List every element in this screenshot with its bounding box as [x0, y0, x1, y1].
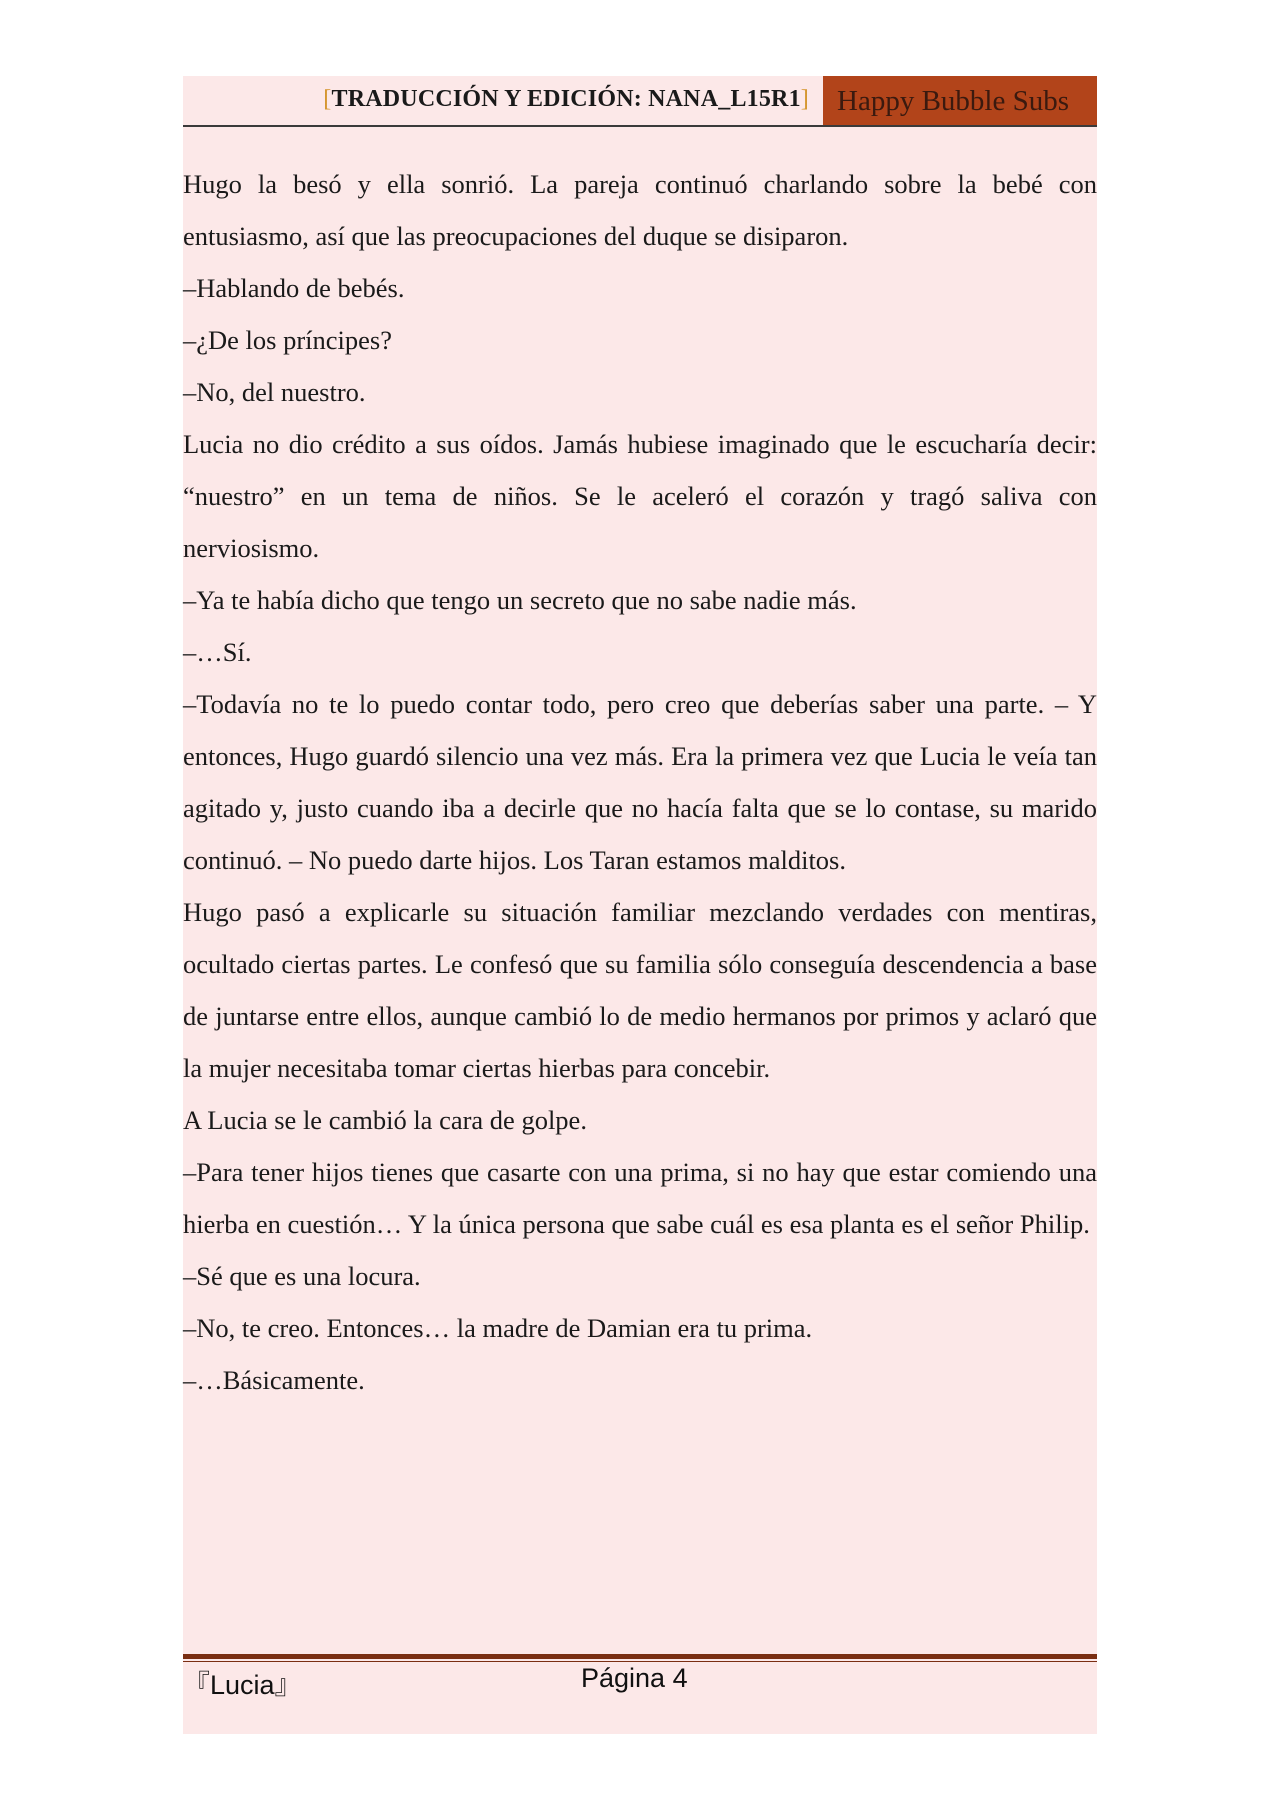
body-text	[183, 158, 1097, 1406]
footer-page-number: Página 4	[581, 1663, 688, 1693]
header-title-text: TRADUCCIÓN Y EDICIÓN: NANA_L15R1	[331, 86, 801, 112]
paragraph: –No, del nuestro.	[183, 377, 366, 407]
paragraph: –…Sí.	[183, 637, 252, 667]
paragraph: –No, te creo. Entonces… la madre de Damian era tu prima.	[183, 1313, 813, 1343]
header-title	[323, 86, 809, 113]
paragraph: Hugo la besó y ella sonrió. La pareja continuó charlando sobre la bebé con entusiasmo, así que las preocupaciones del duque se disiparon.	[183, 169, 1097, 251]
paragraph: –Sé que es una locura.	[183, 1261, 421, 1291]
paragraph: –Todavía no te lo puedo contar todo, pero creo que deberías saber una parte. – Y entonces, Hugo guardó silencio una vez más. Era la primera vez que Lucia le veía tan agitado y, justo cuando iba a decirle que no hacía falta que se lo contase, su marido continuó. – No puedo darte hijos. Los Taran estamos malditos.	[183, 689, 1097, 875]
document-page	[183, 76, 1097, 1734]
header-bracket-close: ]	[800, 86, 809, 112]
paragraph: A Lucia se le cambió la cara de golpe.	[183, 1105, 587, 1135]
footer-rule-thick	[183, 1654, 1097, 1659]
footer-book-title: 『Lucia』	[183, 1670, 302, 1700]
header-brand: Happy Bubble Subs	[837, 85, 1069, 117]
paragraph: Lucia no dio crédito a sus oídos. Jamás hubiese imaginado que le escucharía decir: “nuestro” en un tema de niños. Se le aceleró el corazón y tragó saliva con nerviosismo.	[183, 429, 1097, 563]
footer-rule-thin	[183, 1661, 1097, 1662]
header-brand-box	[823, 76, 1097, 126]
paragraph: –¿De los príncipes?	[183, 325, 392, 355]
page-header	[183, 76, 1097, 125]
paragraph: Hugo pasó a explicarle su situación familiar mezclando verdades con mentiras, ocultado ciertas partes. Le confesó que su familia sólo conseguía descendencia a base de juntarse entre ellos, aunque cambió lo de medio hermanos por primos y aclaró que la mujer necesitaba tomar ciertas hierbas para concebir.	[183, 897, 1097, 1083]
paragraph: –…Básicamente.	[183, 1365, 365, 1395]
paragraph: –Hablando de bebés.	[183, 273, 405, 303]
header-rule	[183, 125, 1097, 127]
header-bracket-open: [	[323, 86, 332, 112]
paragraph: –Para tener hijos tienes que casarte con una prima, si no hay que estar comiendo una hierba en cuestión… Y la única persona que sabe cuál es esa planta es el señor Philip.	[183, 1157, 1097, 1239]
paragraph: –Ya te había dicho que tengo un secreto que no sabe nadie más.	[183, 585, 857, 615]
